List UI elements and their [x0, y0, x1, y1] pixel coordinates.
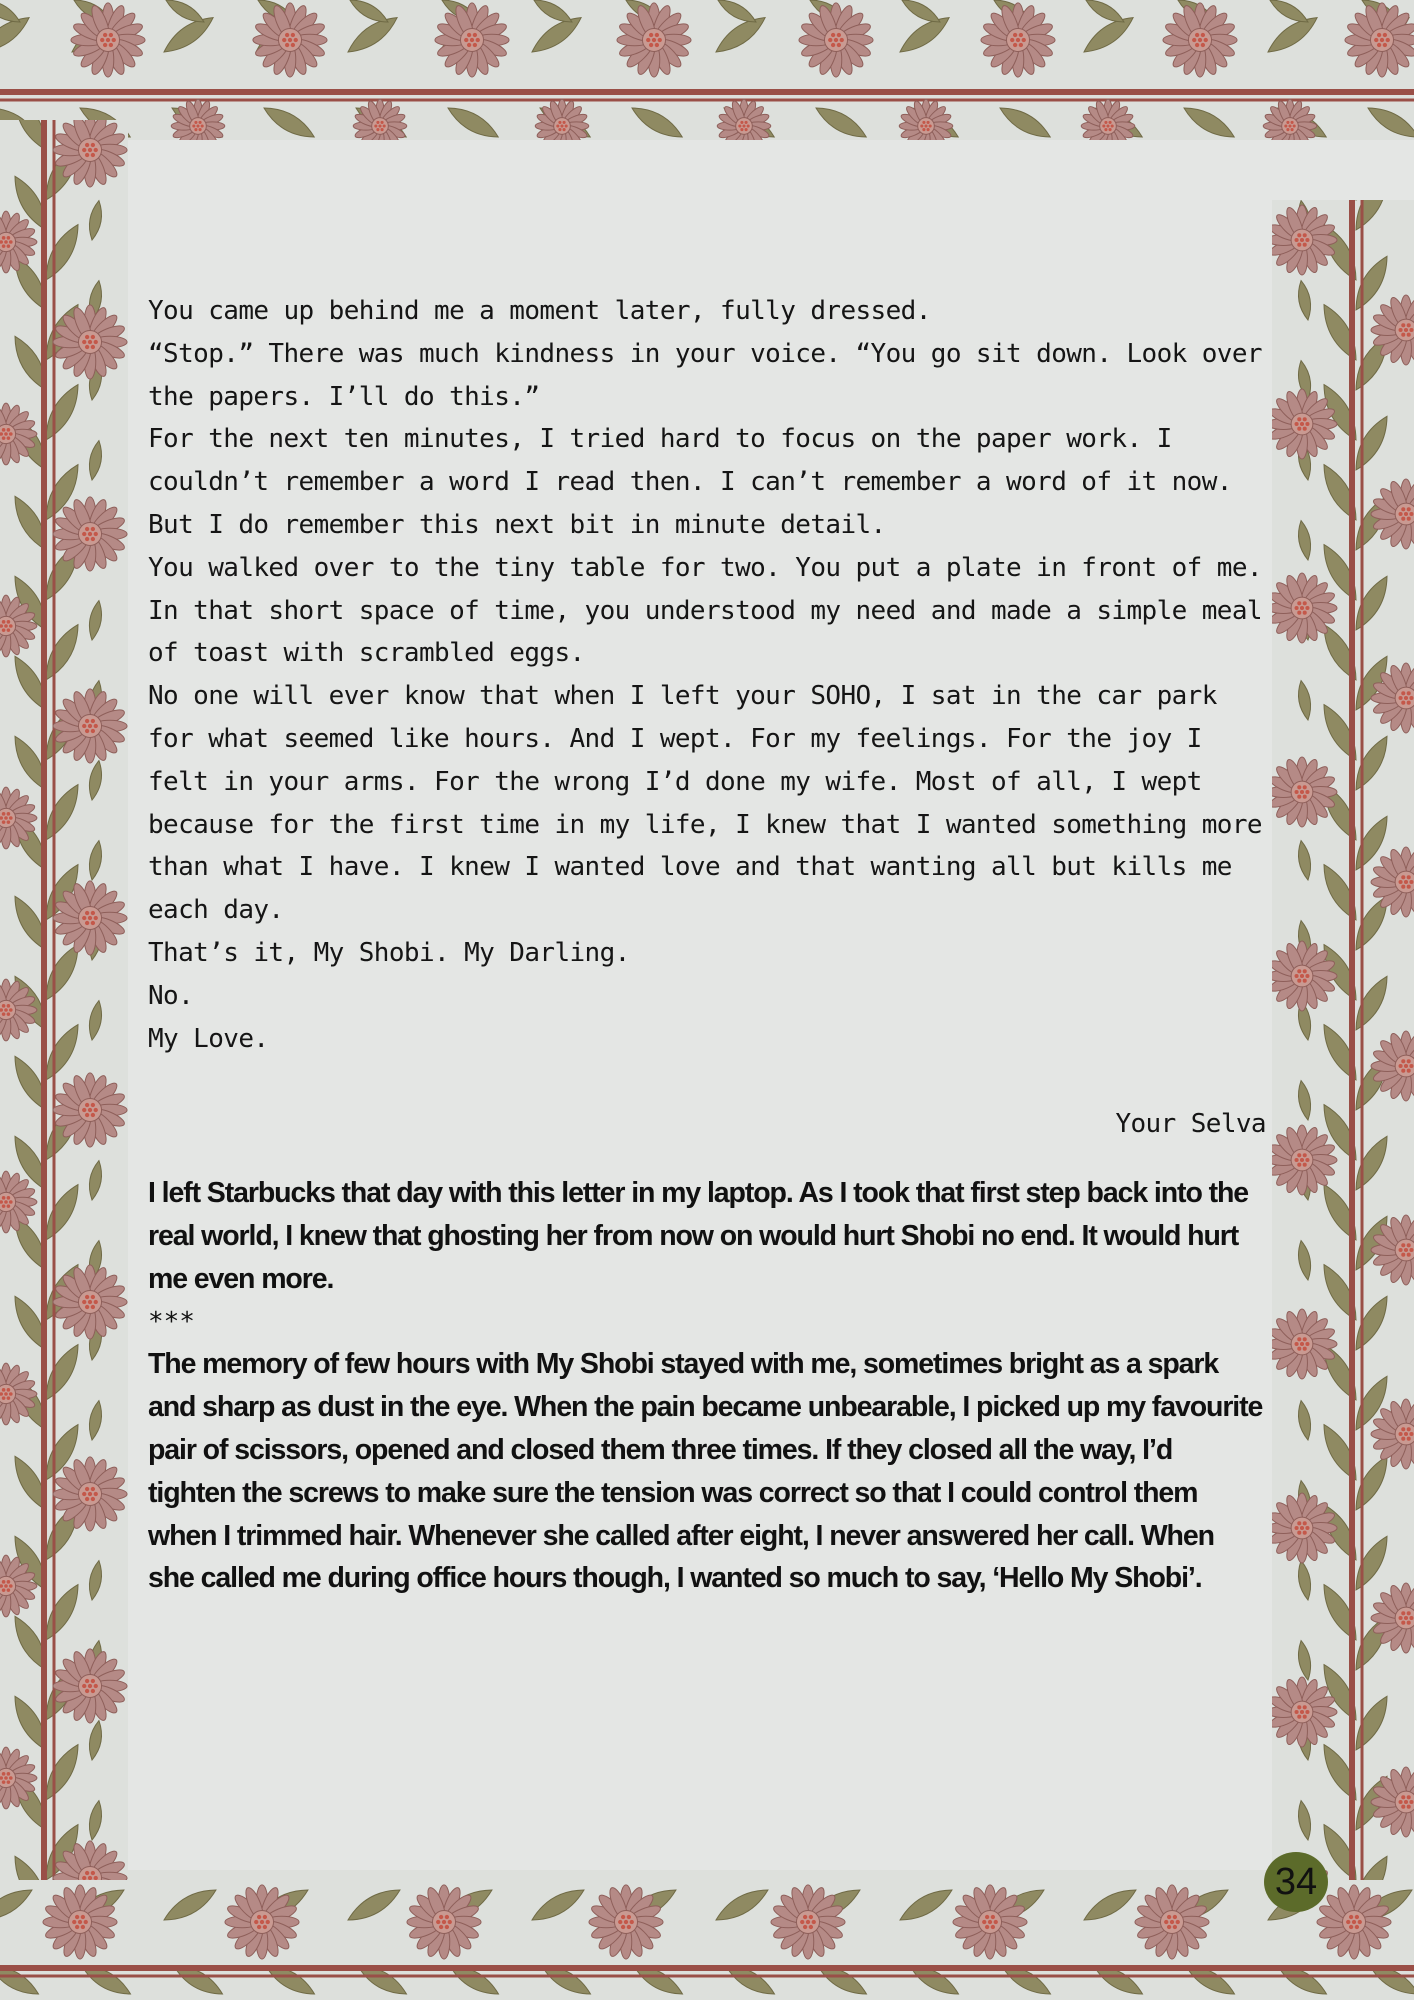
flower-icon: [53, 497, 127, 571]
narrative-paragraph: I left Starbucks that day with this letter in my laptop. As I took that first step back into the real world, I knew that ghosting her from now on would hurt Shobi no end. It would hurt me even more.: [148, 1177, 1249, 1295]
floral-border-bottom: [0, 1870, 1414, 2000]
scene-separator: ***: [148, 1306, 195, 1337]
flower-icon: [407, 1885, 481, 1959]
letter-body: [148, 290, 1266, 1060]
floral-border-left-art: [0, 120, 128, 1880]
flower-icon: [1272, 205, 1337, 275]
flower-icon: [953, 1885, 1027, 1959]
page-content: [148, 290, 1266, 1600]
flower-icon: [53, 689, 127, 763]
floral-border-right-art: [1272, 200, 1414, 1880]
flower-icon: [771, 1885, 845, 1959]
flower-icon: [435, 3, 509, 77]
narrative-paragraph: The memory of few hours with My Shobi stayed with me, sometimes bright as a spark and sharp as dust in the eye. When the pain became unbearable, I picked up my favourite pair of scissors, opened and closed them three times. If they closed all the way, I’d tighten the screws to make sure the tension was correct so that I could control them when I trimmed hair. Whenever she called after eight, I never answered her call. When she called me during office hours though, I wanted so much to say, ‘Hello My Shobi’.: [148, 1348, 1263, 1595]
floral-border-right: [1272, 200, 1414, 1880]
flower-icon: [53, 1265, 127, 1339]
flower-icon: [981, 3, 1055, 77]
flower-icon: [1272, 389, 1337, 459]
flower-icon: [1272, 573, 1337, 643]
floral-border-bottom-art: [0, 1870, 1414, 2000]
letter-paragraph: That’s it, My Shobi. My Darling.: [148, 937, 630, 968]
flower-icon: [225, 1885, 299, 1959]
flower-icon: [1345, 3, 1414, 77]
floral-border-top: [0, 0, 1414, 140]
flower-icon: [1272, 1677, 1337, 1747]
flower-icon: [53, 1649, 127, 1723]
flower-icon: [53, 1073, 127, 1147]
flower-icon: [1163, 3, 1237, 77]
flower-icon: [1272, 1309, 1337, 1379]
flower-icon: [53, 120, 127, 187]
floral-border-top-art: [0, 0, 1414, 140]
floral-border-left: [0, 120, 128, 1880]
flower-icon: [43, 1885, 117, 1959]
letter-paragraph: You walked over to the tiny table for two. You put a plate in front of me. In that short space of time, you understood my need and made a simple meal of toast with scrambled eggs.: [148, 552, 1262, 669]
flower-icon: [617, 3, 691, 77]
flower-icon: [589, 1885, 663, 1959]
letter-paragraph: For the next ten minutes, I tried hard to focus on the paper work. I couldn’t remember a word I read then. I can’t remember a word of it now. But I do remember this next bit in minute detail.: [148, 424, 1232, 540]
flower-icon: [1317, 1885, 1391, 1959]
flower-icon: [1272, 1125, 1337, 1195]
letter-paragraph: “Stop.” There was much kindness in your voice. “You go sit down. Look over the papers. I’ll do this.”: [148, 338, 1262, 412]
letter-paragraph: You came up behind me a moment later, fully dressed.: [148, 296, 931, 326]
flower-icon: [1272, 757, 1337, 827]
narrative-body: [148, 1172, 1266, 1600]
flower-icon: [53, 881, 127, 955]
letter-paragraph: No.: [148, 980, 194, 1011]
flower-icon: [799, 3, 873, 77]
letter-paragraph: My Love.: [148, 1023, 269, 1054]
flower-icon: [253, 3, 327, 77]
flower-icon: [53, 305, 127, 379]
letter-paragraph: No one will ever know that when I left your SOHO, I sat in the car park for what seemed like hours. And I wept. For my feelings. For the joy I felt in your arms. For the wrong I’d done my wife. Most of all, I wept because for the first time in my life, I knew that I wanted something more than what I have. I knew I wanted love and that wanting all but kills me each day.: [148, 681, 1262, 926]
flower-icon: [1272, 1493, 1337, 1563]
page-number-badge: 34: [1264, 1852, 1328, 1912]
flower-icon: [71, 3, 145, 77]
flower-icon: [53, 1457, 127, 1531]
flower-icon: [1272, 941, 1337, 1011]
letter-signature: Your Selva: [1115, 1109, 1266, 1140]
flower-icon: [1135, 1885, 1209, 1959]
